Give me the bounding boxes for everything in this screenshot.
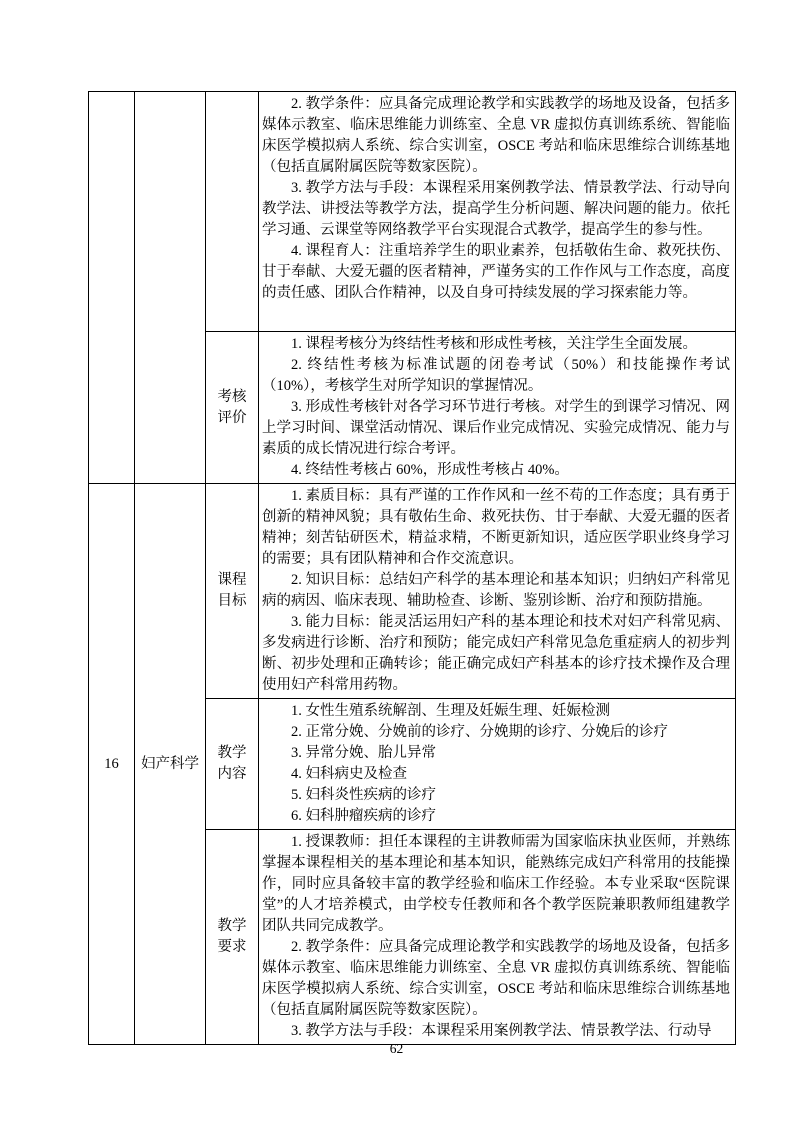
paragraph-ability-objectives: 3. 能力目标：能灵活运用妇产科的基本理论和技术对妇产科常见病、多发病进行诊断、治疗和预防；能完成妇产科常见急危重症病人的初步判断、初步处理和正确转诊；能正确完成妇产科基本的诊疗技术操作及合理使用妇产科常用药物。 [262, 614, 730, 693]
cell-continued-teaching-requirements [259, 92, 736, 332]
page-number: 62 [389, 1041, 404, 1056]
course-number-cell: 16 [89, 484, 135, 1045]
paragraph-teaching-methods: 3. 教学方法与手段：本课程采用案例教学法、情景教学法、行动导向教学法、讲授法等教学方法，提高学生分析问题、解决问题的能力。依托学习通、云课堂等网络教学平台实现混合式教学，提高学生的参与性。 [262, 180, 730, 238]
teaching-content-item: 4. 妇科病史及检查 [291, 766, 407, 782]
teaching-content-item: 6. 妇科肿瘤疾病的诊疗 [291, 808, 436, 824]
course-name-cell: 妇产科学 [135, 484, 206, 1045]
paragraph-instructors: 1. 授课教师：担任本课程的主讲教师需为国家临床执业医师，并熟练掌握本课程相关的基本理论和基本知识，能熟练完成妇产科常用的技能操作，同时应具备较丰富的教学经验和临床工作经验。本专业采取“医院课堂”的人才培养模式，由学校专任教师和各个教学医院兼职教师组建教学团队共同完成教学。 [262, 834, 730, 934]
paragraph-teaching-conditions: 2. 教学条件：应具备完成理论教学和实践教学的场地及设备，包括多媒体示教室、临床思维能力训练室、全息 VR 虚拟仿真训练系统、智能临床医学模拟病人系统、综合实训室，OSCE 考站和临床思维综合训练基地（包括直属附属医院等数家医院）。 [262, 96, 730, 175]
course-number-cell-previous [89, 92, 135, 484]
row-label-teaching-requirements: 教学要求 [206, 830, 259, 1045]
row-label-empty [206, 92, 259, 332]
teaching-content-item: 3. 异常分娩、胎儿异常 [291, 745, 436, 761]
row-label-course-objectives: 课程目标 [206, 484, 259, 699]
cell-assessment [259, 332, 736, 484]
paragraph-teaching-conditions: 2. 教学条件：应具备完成理论教学和实践教学的场地及设备，包括多媒体示教室、临床思维能力训练室、全息 VR 虚拟仿真训练系统、智能临床医学模拟病人系统、综合实训室，OSCE 考站和临床思维综合训练基地（包括直属附属医院等数家医院）。 [262, 939, 730, 1018]
teaching-content-item: 1. 女性生殖系统解剖、生理及妊娠生理、妊娠检测 [291, 703, 610, 719]
course-syllabus-table [88, 91, 736, 1045]
paragraph-assessment-weighting: 4. 终结性考核占 60%，形成性考核占 40%。 [291, 462, 569, 478]
cell-course-objectives [259, 484, 736, 699]
paragraph-summative-assessment: 2. 终结性考核为标准试题的闭卷考试（50%）和技能操作考试（10%），考核学生对所学知识的掌握情况。 [262, 357, 730, 394]
paragraph-assessment-overview: 1. 课程考核分为终结性考核和形成性考核，关注学生全面发展。 [291, 336, 697, 352]
row-label-teaching-content: 教学内容 [206, 699, 259, 830]
paragraph-course-education: 4. 课程育人：注重培养学生的职业素养，包括敬佑生命、救死扶伤、甘于奉献、大爱无疆的医者精神，严谨务实的工作作风与工作态度，高度的责任感、团队合作精神，以及自身可持续发展的学习探索能力等。 [262, 243, 730, 301]
cell-teaching-content [259, 699, 736, 830]
cell-teaching-requirements [259, 830, 736, 1045]
row-label-assessment: 考核评价 [206, 332, 259, 484]
teaching-content-item: 5. 妇科炎性疾病的诊疗 [291, 787, 436, 803]
paragraph-quality-objectives: 1. 素质目标：具有严谨的工作作风和一丝不苟的工作态度；具有勇于创新的精神风貌；具有敬佑生命、救死扶伤、甘于奉献、大爱无疆的医者精神；刻苦钻研医术，精益求精，不断更新知识，适应医学职业终身学习的需要；具有团队精神和合作交流意识。 [262, 488, 730, 567]
paragraph-knowledge-objectives: 2. 知识目标：总结妇产科学的基本理论和基本知识；归纳妇产科常见病的病因、临床表现、辅助检查、诊断、鉴别诊断、治疗和预防措施。 [262, 572, 730, 609]
teaching-content-item: 2. 正常分娩、分娩前的诊疗、分娩期的诊疗、分娩后的诊疗 [291, 724, 668, 740]
table-row-course-objectives [89, 484, 736, 699]
table-row-continued-content [89, 92, 736, 332]
paragraph-formative-assessment: 3. 形成性考核针对各学习环节进行考核。对学生的到课学习情况、网上学习时间、课堂活动情况、课后作业完成情况、实验完成情况、能力与素质的成长情况进行综合考评。 [262, 399, 730, 457]
paragraph-teaching-methods-cutoff: 3. 教学方法与手段：本课程采用案例教学法、情景教学法、行动导 [291, 1023, 712, 1039]
course-name-cell-previous [135, 92, 206, 484]
